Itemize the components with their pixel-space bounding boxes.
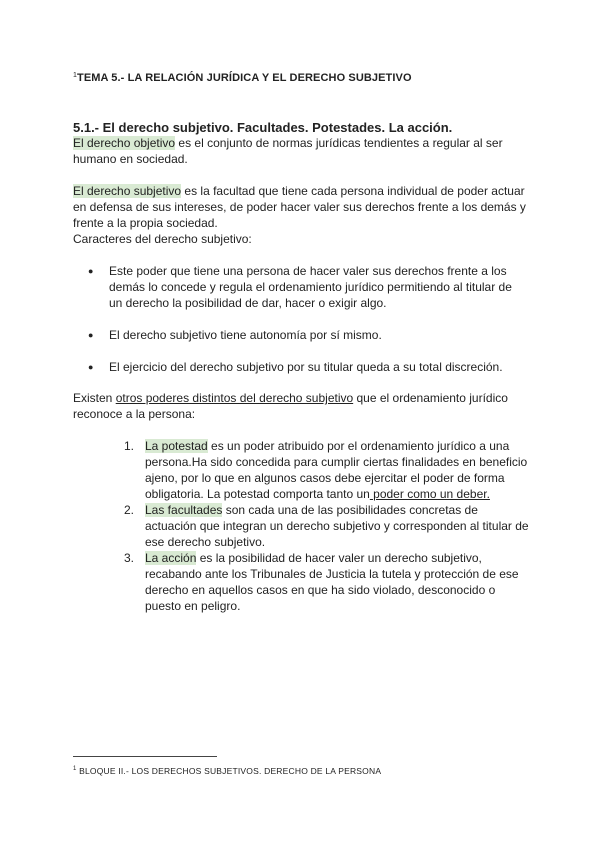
paragraph-text: es la facultad que tiene cada persona individual de poder actuar en defensa de sus intereses, de poder hacer valer sus derechos frente a los demás y frente a la propia sociedad. [73,184,526,230]
paragraph-derecho-objetivo [73,135,533,167]
item-text: son cada una de las posibilidades concretas de actuación que integran un derecho subjetivo y corresponden al titular de ese derecho subjetivo. [145,503,529,549]
list-item: ● El ejercicio del derecho subjetivo por su titular queda a su total discreción. [88,359,528,375]
footnote [73,766,381,776]
item-text: es un poder atribuido por el ordenamiento jurídico a una persona.Ha sido concedida para cumplir ciertas finalidades en beneficio ajeno, por lo que en algunos casos debe ejercitar el poder de forma obligatoria. La potestad comporta tanto un [145,439,528,501]
characteristics-list [88,263,528,391]
list-item-facultades [124,502,529,550]
underlined-text: poder como un deber. [369,487,490,501]
list-item: ● Este poder que tiene una persona de hacer valer sus derechos frente a los demás lo concede y regula el ordenamiento jurídico permitiendo al titular de un derecho la posibilidad de dar, hacer o exigir algo. [88,263,528,311]
highlighted-term: La potestad [145,439,208,453]
list-item: ● El derecho subjetivo tiene autonomía por sí mismo. [88,327,528,343]
item-text: es la posibilidad de hacer valer un derecho subjetivo, recabando ante los Tribunales de Justicia la tutela y protección de ese derecho en aquellos casos en que ha sido violado, desconocido o puesto en peligro. [145,551,519,613]
heading-text: TEMA 5.- LA RELACIÓN JURÍDICA Y EL DERECHO SUBJETIVO [77,72,412,84]
highlighted-term: Las facultades [145,503,223,517]
underlined-text: otros poderes distintos del derecho subjetivo [115,391,354,405]
footnote-text: BLOQUE II.- LOS DERECHOS SUBJETIVOS. DERECHO DE LA PERSONA [76,766,382,776]
paragraph-text: que el ordenamiento jurídico reconoce a la persona: [73,391,508,421]
footnote-marker: 1 [73,766,77,772]
highlighted-term: El derecho objetivo [73,136,176,150]
paragraph-derecho-subjetivo [73,183,533,247]
section-title: 5.1.- El derecho subjetivo. Facultades. Potestades. La acción. [73,120,453,135]
paragraph-text: Existen [73,391,116,405]
highlighted-term: El derecho subjetivo [73,184,182,198]
document-heading [73,72,412,84]
list-number: 3. [124,551,135,565]
paragraph-otros-poderes [73,390,533,422]
list-item-potestad [124,438,529,502]
footnote-divider [73,756,217,757]
list-item-accion [124,550,529,614]
list-number: 2. [124,503,135,517]
paragraph-text: es el conjunto de normas jurídicas tendientes a regular al ser humano en sociedad. [73,136,503,166]
highlighted-term: La acción [145,551,197,565]
list-number: 1. [124,439,135,453]
caracteres-label: Caracteres del derecho subjetivo: [73,232,252,246]
footnote-reference[interactable]: 1 [73,72,77,79]
powers-list [124,438,529,614]
